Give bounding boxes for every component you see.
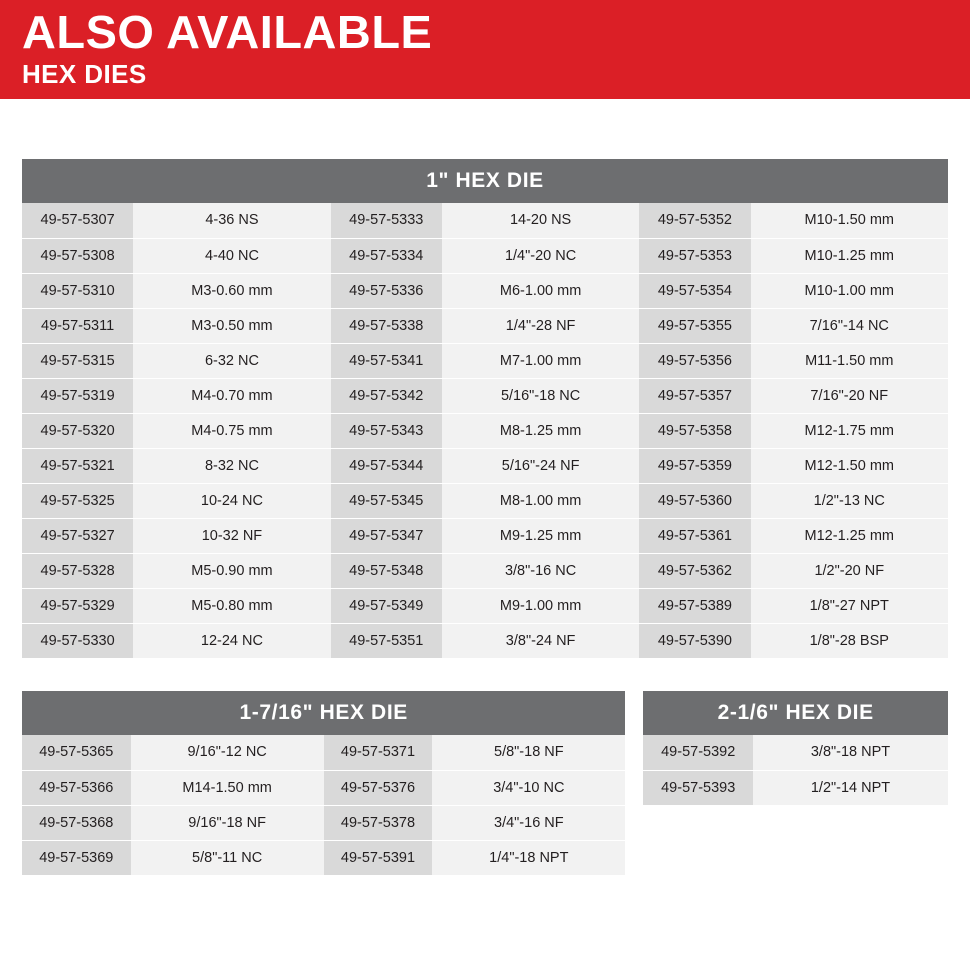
spacer-after-banner [0, 99, 970, 159]
cell-sku: 49-57-5365 [22, 735, 131, 770]
cell-sku: 49-57-5319 [22, 378, 133, 413]
cell-size: 5/8"-11 NC [131, 840, 324, 875]
cell-size: M4-0.70 mm [133, 378, 330, 413]
cell-size: 4-36 NS [133, 203, 330, 238]
cell-size: 3/4"-16 NF [432, 805, 625, 840]
cell-size: 7/16"-20 NF [751, 378, 948, 413]
cell-sku: 49-57-5353 [639, 238, 750, 273]
cell-sku: 49-57-5354 [639, 273, 750, 308]
table-row [22, 518, 948, 553]
spacer-between-tables [0, 658, 970, 691]
cell-size: M5-0.90 mm [133, 553, 330, 588]
cell-sku: 49-57-5348 [331, 553, 442, 588]
table-one-seven-sixteenth-title: 1-7/16" HEX DIE [22, 691, 625, 735]
table-row [22, 378, 948, 413]
cell-sku: 49-57-5347 [331, 518, 442, 553]
cell-size: M6-1.00 mm [442, 273, 639, 308]
cell-sku: 49-57-5325 [22, 483, 133, 518]
table-row [22, 448, 948, 483]
cell-size: M9-1.25 mm [442, 518, 639, 553]
cell-size: 5/8"-18 NF [432, 735, 625, 770]
cell-size: M8-1.25 mm [442, 413, 639, 448]
cell-size: 9/16"-12 NC [131, 735, 324, 770]
cell-sku: 49-57-5359 [639, 448, 750, 483]
cell-size: M8-1.00 mm [442, 483, 639, 518]
table-row [22, 770, 625, 805]
cell-size: 5/16"-24 NF [442, 448, 639, 483]
cell-sku: 49-57-5343 [331, 413, 442, 448]
cell-sku: 49-57-5378 [324, 805, 433, 840]
cell-size: 3/8"-18 NPT [753, 735, 948, 770]
header-banner [0, 0, 970, 99]
cell-size: 14-20 NS [442, 203, 639, 238]
table-row [22, 553, 948, 588]
table-row [22, 238, 948, 273]
cell-sku: 49-57-5393 [643, 770, 753, 805]
cell-sku: 49-57-5349 [331, 588, 442, 623]
cell-size: 1/4"-28 NF [442, 308, 639, 343]
cell-sku: 49-57-5352 [639, 203, 750, 238]
cell-size: 3/8"-24 NF [442, 623, 639, 658]
cell-sku: 49-57-5329 [22, 588, 133, 623]
cell-size: M12-1.25 mm [751, 518, 948, 553]
table-one-seven-sixteenth-grid [22, 735, 625, 875]
cell-sku: 49-57-5360 [639, 483, 750, 518]
table-row [22, 308, 948, 343]
table-two-one-sixth-grid [643, 735, 948, 805]
cell-size: 10-32 NF [133, 518, 330, 553]
table-row [22, 805, 625, 840]
cell-sku: 49-57-5310 [22, 273, 133, 308]
cell-size: M7-1.00 mm [442, 343, 639, 378]
cell-size: 1/2"-20 NF [751, 553, 948, 588]
table-one-seven-sixteenth [22, 691, 625, 875]
cell-sku: 49-57-5334 [331, 238, 442, 273]
cell-size: M5-0.80 mm [133, 588, 330, 623]
cell-sku: 49-57-5341 [331, 343, 442, 378]
cell-sku: 49-57-5376 [324, 770, 433, 805]
cell-sku: 49-57-5371 [324, 735, 433, 770]
cell-sku: 49-57-5389 [639, 588, 750, 623]
cell-size: 4-40 NC [133, 238, 330, 273]
cell-sku: 49-57-5355 [639, 308, 750, 343]
cell-sku: 49-57-5366 [22, 770, 131, 805]
cell-sku: 49-57-5328 [22, 553, 133, 588]
cell-size: M12-1.75 mm [751, 413, 948, 448]
cell-size: 3/4"-10 NC [432, 770, 625, 805]
cell-sku: 49-57-5338 [331, 308, 442, 343]
cell-sku: 49-57-5362 [639, 553, 750, 588]
cell-size: M12-1.50 mm [751, 448, 948, 483]
cell-sku: 49-57-5307 [22, 203, 133, 238]
table-one-inch [22, 159, 948, 658]
cell-size: M10-1.00 mm [751, 273, 948, 308]
cell-sku: 49-57-5358 [639, 413, 750, 448]
cell-sku: 49-57-5392 [643, 735, 753, 770]
table-row [22, 483, 948, 518]
cell-sku: 49-57-5315 [22, 343, 133, 378]
table-row [22, 413, 948, 448]
cell-size: M14-1.50 mm [131, 770, 324, 805]
cell-size: M9-1.00 mm [442, 588, 639, 623]
cell-size: M3-0.50 mm [133, 308, 330, 343]
cell-sku: 49-57-5336 [331, 273, 442, 308]
cell-sku: 49-57-5320 [22, 413, 133, 448]
table-row [22, 840, 625, 875]
cell-size: M4-0.75 mm [133, 413, 330, 448]
cell-size: 1/8"-28 BSP [751, 623, 948, 658]
cell-sku: 49-57-5333 [331, 203, 442, 238]
table-row [22, 735, 625, 770]
cell-sku: 49-57-5311 [22, 308, 133, 343]
cell-sku: 49-57-5345 [331, 483, 442, 518]
cell-size: 8-32 NC [133, 448, 330, 483]
cell-sku: 49-57-5344 [331, 448, 442, 483]
cell-sku: 49-57-5390 [639, 623, 750, 658]
table-row [22, 203, 948, 238]
cell-sku: 49-57-5361 [639, 518, 750, 553]
table-row [643, 735, 948, 770]
table-row [22, 623, 948, 658]
page-title: ALSO AVAILABLE [22, 6, 433, 58]
table-row [22, 273, 948, 308]
cell-size: M10-1.25 mm [751, 238, 948, 273]
cell-sku: 49-57-5342 [331, 378, 442, 413]
cell-size: M3-0.60 mm [133, 273, 330, 308]
cell-sku: 49-57-5391 [324, 840, 433, 875]
cell-sku: 49-57-5308 [22, 238, 133, 273]
bottom-table-row [22, 691, 948, 875]
cell-sku: 49-57-5356 [639, 343, 750, 378]
cell-size: 1/2"-14 NPT [753, 770, 948, 805]
cell-size: 6-32 NC [133, 343, 330, 378]
cell-size: 12-24 NC [133, 623, 330, 658]
cell-size: 1/8"-27 NPT [751, 588, 948, 623]
cell-size: M11-1.50 mm [751, 343, 948, 378]
cell-sku: 49-57-5357 [639, 378, 750, 413]
cell-sku: 49-57-5330 [22, 623, 133, 658]
cell-size: 7/16"-14 NC [751, 308, 948, 343]
cell-sku: 49-57-5351 [331, 623, 442, 658]
table-row [22, 588, 948, 623]
cell-sku: 49-57-5369 [22, 840, 131, 875]
table-two-one-sixth [643, 691, 948, 875]
cell-size: 5/16"-18 NC [442, 378, 639, 413]
table-two-one-sixth-title: 2-1/6" HEX DIE [643, 691, 948, 735]
cell-size: 10-24 NC [133, 483, 330, 518]
cell-size: 1/4"-18 NPT [432, 840, 625, 875]
cell-sku: 49-57-5368 [22, 805, 131, 840]
cell-sku: 49-57-5321 [22, 448, 133, 483]
table-one-inch-grid [22, 203, 948, 658]
cell-size: 3/8"-16 NC [442, 553, 639, 588]
table-row [643, 770, 948, 805]
page-subtitle: HEX DIES [22, 59, 147, 89]
cell-size: 1/2"-13 NC [751, 483, 948, 518]
cell-size: 1/4"-20 NC [442, 238, 639, 273]
table-row [22, 343, 948, 378]
cell-sku: 49-57-5327 [22, 518, 133, 553]
table-one-inch-title: 1" HEX DIE [22, 159, 948, 203]
cell-size: 9/16"-18 NF [131, 805, 324, 840]
cell-size: M10-1.50 mm [751, 203, 948, 238]
